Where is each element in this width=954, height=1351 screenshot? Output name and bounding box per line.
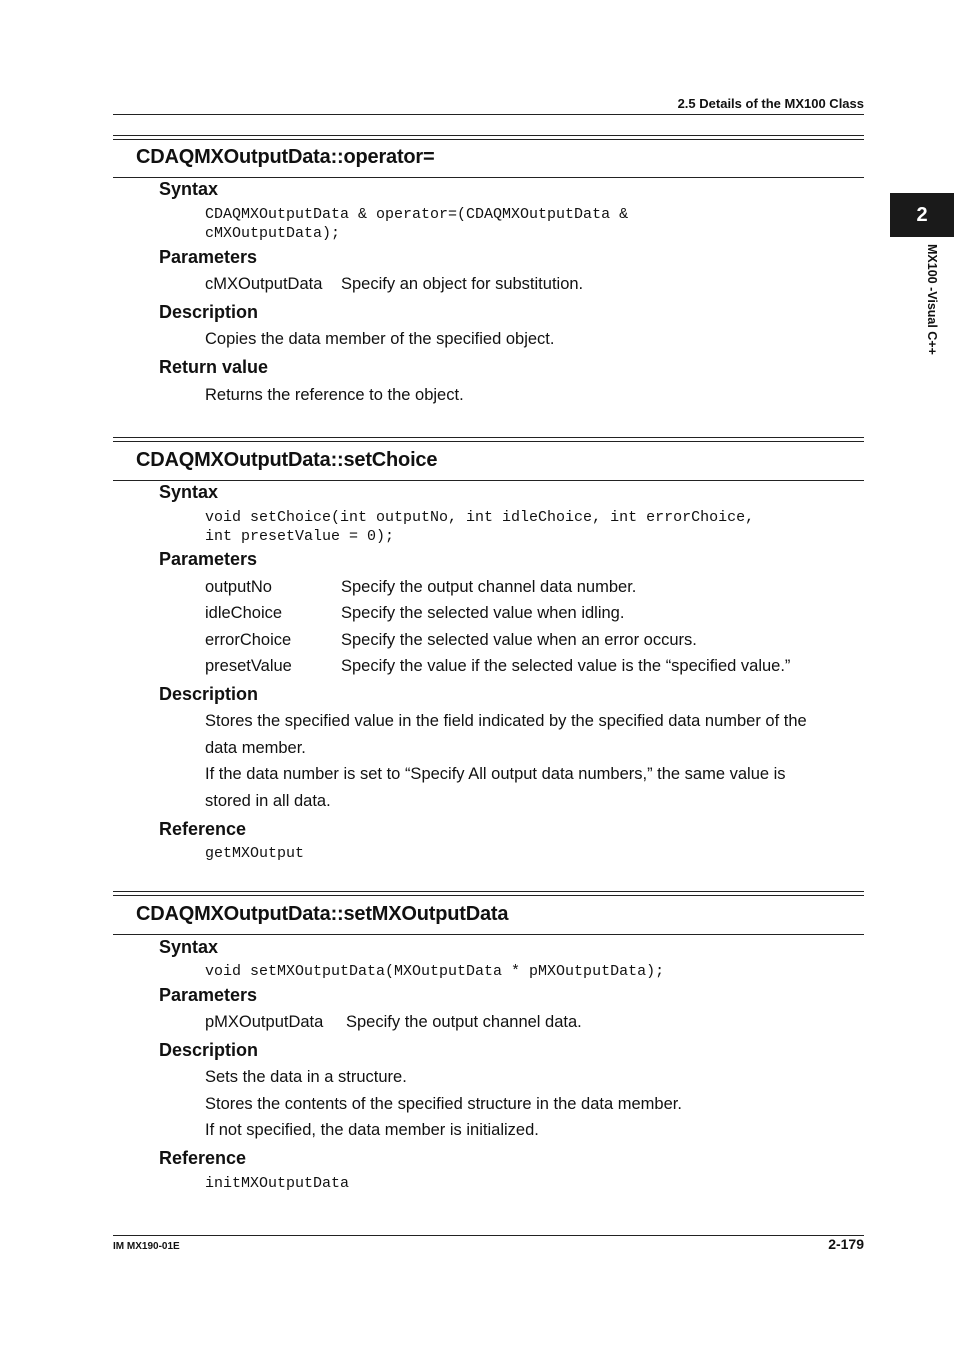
- syntax-heading: Syntax: [159, 179, 219, 199]
- return-value-text: Returns the reference to the object.: [205, 386, 464, 404]
- running-header: 2.5 Details of the MX100 Class: [677, 96, 864, 111]
- document-id: IM MX190-01E: [113, 1241, 180, 1252]
- section-divider: [113, 437, 864, 442]
- syntax-line: CDAQMXOutputData & operator=(CDAQMXOutputData &: [205, 206, 629, 223]
- description-text: data member.: [205, 739, 306, 757]
- description-text: stored in all data.: [205, 792, 331, 810]
- section-title: CDAQMXOutputData::setMXOutputData: [136, 903, 509, 925]
- parameters-heading: Parameters: [159, 247, 258, 267]
- description-text: Stores the contents of the specified structure in the data member.: [205, 1095, 682, 1113]
- description-text: If the data number is set to “Specify All output data numbers,” the same value is: [205, 765, 786, 783]
- description-heading: Description: [159, 1040, 259, 1060]
- parameter-description: Specify the value if the selected value is the “specified value.”: [341, 657, 791, 675]
- parameter-name: cMXOutputData: [205, 275, 323, 293]
- section-divider: [113, 891, 864, 896]
- parameter-description: Specify the selected value when an error occurs.: [341, 631, 697, 649]
- section-title-rule: [113, 934, 864, 935]
- syntax-line: cMXOutputData);: [205, 225, 341, 242]
- section-divider: [113, 135, 864, 140]
- parameter-description: Specify an object for substitution.: [341, 275, 584, 293]
- syntax-heading: Syntax: [159, 937, 219, 957]
- syntax-line: int presetValue = 0);: [205, 528, 395, 545]
- reference-code: getMXOutput: [205, 845, 305, 862]
- chapter-tab: 2: [890, 193, 954, 237]
- parameter-description: Specify the selected value when idling.: [341, 604, 625, 622]
- reference-code: initMXOutputData: [205, 1175, 350, 1192]
- parameter-description: Specify the output channel data number.: [341, 578, 637, 596]
- section-title: CDAQMXOutputData::operator=: [136, 146, 435, 168]
- description-heading: Description: [159, 302, 259, 322]
- parameter-name: presetValue: [205, 657, 292, 675]
- description-text: Stores the specified value in the field indicated by the specified data number of the: [205, 712, 807, 730]
- section-title-rule: [113, 177, 864, 178]
- parameter-name: outputNo: [205, 578, 272, 596]
- reference-heading: Reference: [159, 819, 247, 839]
- description-text: If not specified, the data member is initialized.: [205, 1121, 539, 1139]
- footer-rule: [113, 1235, 864, 1236]
- reference-heading: Reference: [159, 1148, 247, 1168]
- parameter-name: idleChoice: [205, 604, 283, 622]
- page-number: 2-179: [828, 1236, 864, 1252]
- syntax-heading: Syntax: [159, 482, 219, 502]
- parameter-description: Specify the output channel data.: [346, 1013, 582, 1031]
- parameter-name: pMXOutputData: [205, 1013, 324, 1031]
- syntax-line: void setMXOutputData(MXOutputData * pMXOutputData);: [205, 963, 665, 980]
- parameters-heading: Parameters: [159, 985, 258, 1005]
- description-heading: Description: [159, 684, 259, 704]
- syntax-line: void setChoice(int outputNo, int idleChoice, int errorChoice,: [205, 509, 755, 526]
- description-text: Sets the data in a structure.: [205, 1068, 407, 1086]
- description-text: Copies the data member of the specified object.: [205, 330, 555, 348]
- parameters-heading: Parameters: [159, 549, 258, 569]
- header-rule: [113, 114, 864, 115]
- chapter-side-label: [919, 244, 939, 384]
- chapter-side-label-text: MX100 -Visual C++: [925, 244, 939, 355]
- parameter-name: errorChoice: [205, 631, 292, 649]
- section-title: CDAQMXOutputData::setChoice: [136, 449, 438, 471]
- return-value-heading: Return value: [159, 357, 269, 377]
- section-title-rule: [113, 480, 864, 481]
